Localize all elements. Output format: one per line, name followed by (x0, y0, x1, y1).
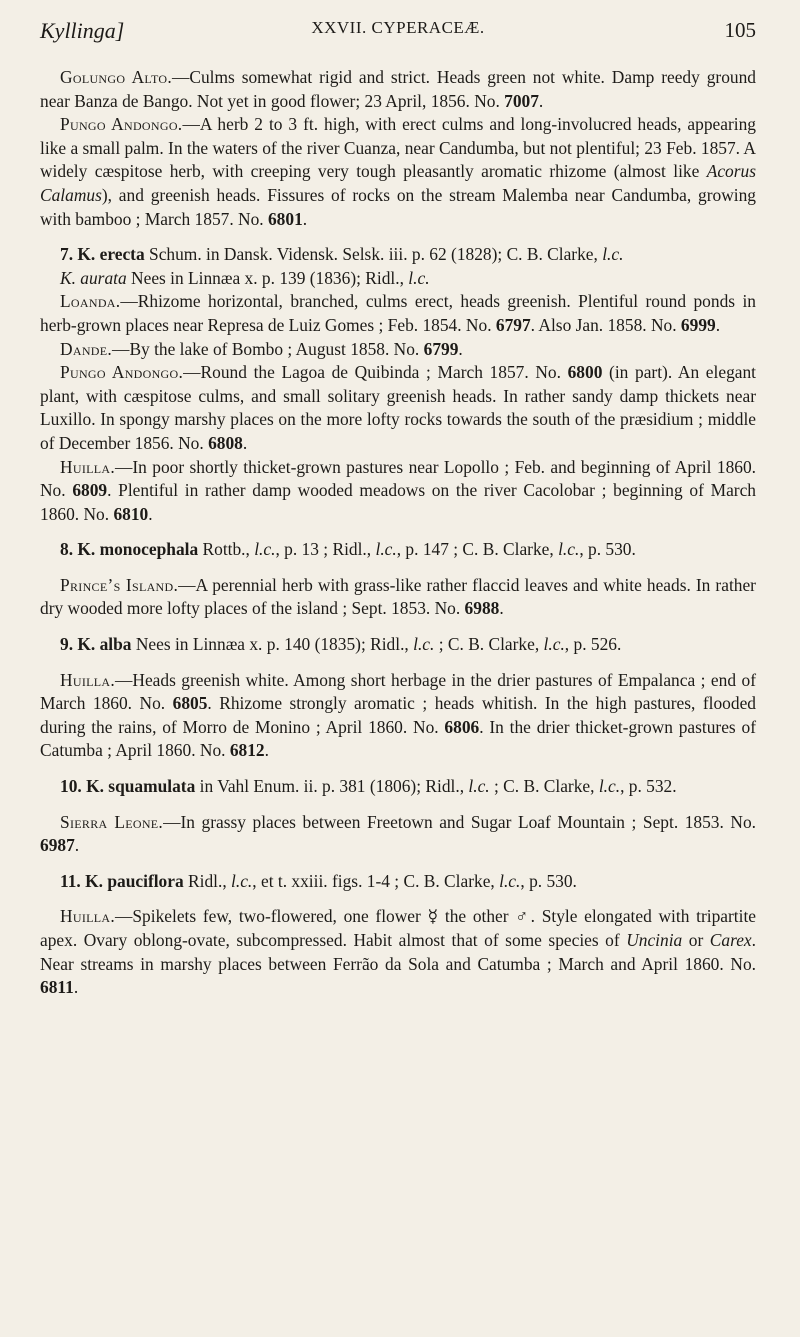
text-run: . (148, 503, 153, 524)
text-run: —Rhizome horizontal, branched, culms erect, heads greenish. Plentiful round ponds in herb-grown places near Represa de Luiz Gomes ; Feb. 1854. No. (40, 291, 756, 335)
text-run: l.c. (375, 539, 397, 560)
text-run: 9. K. alba (60, 634, 132, 655)
text-run: 8. K. monocephala (60, 539, 199, 560)
locality-sierra-leone (40, 811, 756, 858)
genus-name: Kyllinga (40, 18, 116, 43)
text-run: . (538, 90, 544, 111)
text-run: K. aurata (60, 267, 127, 288)
text-run: —A herb 2 to 3 ft. high, with erect culms and long-involucred heads, appearing like a small palm. In the waters of the river Cuanza, near Candumba, but not plentiful; 23 Feb. 1857. A widely cæspitose herb, with creeping very tough pleasantly aromatic rhizome (almost like (40, 114, 756, 182)
page-body (40, 66, 756, 1000)
locality-huilla-3 (40, 905, 756, 999)
text-run: 10. K. squamulata (60, 776, 196, 797)
text-run: . In the drier thicket-grown pastures of Catumba ; April 1860. No. (40, 716, 756, 761)
text-run: ), and greenish heads. Fissures of rocks on the stream Malemba near Candumba, growing with bamboo ; March 1857. No. (40, 184, 756, 229)
text-run: Huilla. (60, 906, 115, 927)
locality-princes-island (40, 574, 756, 621)
text-run: . (302, 208, 308, 229)
text-run: Pungo Andongo. (60, 362, 184, 383)
text-run: 7007 (504, 90, 539, 111)
text-run: . (499, 598, 504, 619)
text-run: . (715, 314, 721, 335)
species-heading-alba (40, 633, 756, 657)
text-run: Rottb., (198, 539, 255, 560)
locality-pungo-andongo-2 (40, 361, 756, 455)
text-run: —By the lake of Bombo ; August 1858. No. (112, 338, 424, 359)
text-run: l.c. (468, 776, 490, 797)
species-heading-monocephala (40, 538, 756, 562)
text-run: Ridl., (183, 870, 232, 891)
text-run: Carex (709, 930, 752, 950)
text-run: l.c. (602, 244, 624, 265)
locality-loanda (40, 290, 756, 337)
text-run: 6812 (229, 740, 265, 761)
running-header (40, 18, 756, 66)
text-run: l.c. (558, 539, 580, 560)
text-run: . (458, 338, 463, 359)
page-number: 105 (724, 18, 756, 42)
text-run: 6801 (267, 208, 303, 229)
text-run: . Also Jan. 1858. No. (530, 314, 681, 335)
text-run: l.c. (231, 870, 253, 891)
text-run: , p. 13 ; Ridl., (275, 539, 376, 560)
text-run: l.c. (408, 267, 430, 288)
text-run: —A perennial herb with grass-like rather flaccid leaves and white heads. In rather dry wooded more lofty places of the island ; Sept. 1853. No. (40, 574, 756, 619)
text-run: 6797 (495, 314, 531, 335)
text-run: 6806 (444, 716, 480, 737)
text-run: Sierra Leone. (60, 811, 164, 832)
text-run: . Near streams in marshy places between Ferrão da Sola and Catumba ; March and April 1860. No. (40, 930, 757, 974)
locality-pungo-andongo (40, 113, 756, 231)
text-run: l.c. (543, 634, 565, 655)
text-run: 6811 (40, 977, 74, 998)
text-run: 6987 (40, 835, 75, 856)
locality-huilla-2 (40, 669, 756, 763)
text-run: (in part). An elegant plant, with cæspitose culms, and small solitary greenish heads. In rather sandy damp thickets near Luxillo. In spongy marshy places on the more lofty rocks towards the south of the præsidium ; middle of December 1856. No. (40, 362, 757, 453)
text-run: Acorus Calamus (40, 161, 756, 205)
text-run: Schum. in Dansk. Vidensk. Selsk. iii. p. 62 (1828); C. B. Clarke, (144, 244, 603, 265)
text-run: Dande. (60, 338, 113, 359)
text-run: l.c. (254, 539, 276, 560)
species-heading-pauciflora (40, 870, 756, 894)
synonym-aurata (40, 267, 756, 291)
text-run: . (242, 432, 248, 453)
text-run: Loanda. (60, 291, 121, 312)
genus-heading: Kyllinga] (40, 18, 125, 43)
text-run: 6988 (464, 598, 500, 619)
text-run: , p. 532. (620, 776, 677, 797)
text-run: 6800 (567, 362, 603, 383)
locality-golungo-alto (40, 66, 756, 113)
text-run: —Heads greenish white. Among short herbage in the drier pastures of Empalanca ; end of March 1860. No. (40, 669, 756, 714)
species-heading-squamulata (40, 775, 756, 799)
chapter-title: XXVII. CYPERACEÆ. (311, 18, 485, 37)
text-run: —In grassy places between Freetown and Sugar Loaf Mountain ; Sept. 1853. No. (163, 811, 756, 832)
text-run: ; C. B. Clarke, (489, 776, 599, 797)
text-run: Nees in Linnæa x. p. 139 (1836); Ridl., (126, 267, 409, 288)
text-run: —Round the Lagoa de Quibinda ; March 1857. No. (183, 362, 568, 383)
text-run: Golungo Alto. (60, 67, 172, 87)
text-run: l.c. (499, 870, 521, 891)
text-run: . Plentiful in rather damp wooded meadows on the river Cacolobar ; beginning of March 1860. No. (40, 480, 756, 524)
text-run: . (264, 740, 269, 761)
text-run: 6808 (208, 432, 243, 453)
text-run: Nees in Linnæa x. p. 140 (1835); Ridl., (131, 634, 414, 655)
text-run: 11. K. pauciflora (60, 870, 184, 891)
text-run: 6809 (72, 480, 108, 501)
text-run: l.c. (598, 776, 621, 797)
text-run: —In poor shortly thicket-grown pastures near Lopollo ; Feb. and beginning of April 1860. No. (40, 456, 756, 501)
text-run: Huilla. (60, 669, 115, 690)
text-run: 6799 (423, 338, 459, 359)
species-heading-erecta (40, 243, 756, 267)
text-run: —Spikelets few, two-flowered, one flower ☿ the other ♂. Style elongated with tripartite apex. Ovary oblong-ovate, subcompressed. Habit almost that of some species of (40, 906, 756, 950)
text-run: , et t. xxiii. figs. 1-4 ; C. B. Clarke, (252, 870, 500, 891)
text-run: , p. 530. (520, 870, 577, 891)
text-run: in Vahl Enum. ii. p. 381 (1806); Ridl., (195, 776, 469, 797)
text-run: . (73, 977, 79, 998)
locality-dande (40, 338, 756, 362)
text-run: 6810 (113, 503, 149, 524)
text-run: . Rhizome strongly aromatic ; heads whitish. In the high pastures, flooded during the rains, of Morro de Monino ; April 1860. No. (40, 693, 756, 737)
text-run: 7. K. erecta (60, 244, 145, 265)
text-run: or (682, 930, 710, 950)
text-run: Uncinia (626, 930, 683, 950)
text-run: Prince’s Island. (60, 574, 179, 595)
text-run: —Culms somewhat rigid and strict. Heads green not white. Damp reedy ground near Banza de Bango. Not yet in good flower; 23 April, 1856. No. (40, 67, 756, 111)
text-run: ; C. B. Clarke, (434, 634, 544, 655)
text-run: . (74, 835, 80, 856)
text-run: , p. 530. (579, 539, 636, 560)
text-run: Pungo Andongo. (60, 114, 183, 135)
text-run: 6999 (680, 314, 716, 335)
locality-huilla (40, 456, 756, 527)
text-run: Huilla. (60, 456, 115, 477)
text-run: , p. 526. (564, 634, 622, 655)
text-run: 6805 (172, 693, 208, 714)
text-run: l.c. (413, 634, 435, 655)
text-run: , p. 147 ; C. B. Clarke, (396, 539, 559, 560)
